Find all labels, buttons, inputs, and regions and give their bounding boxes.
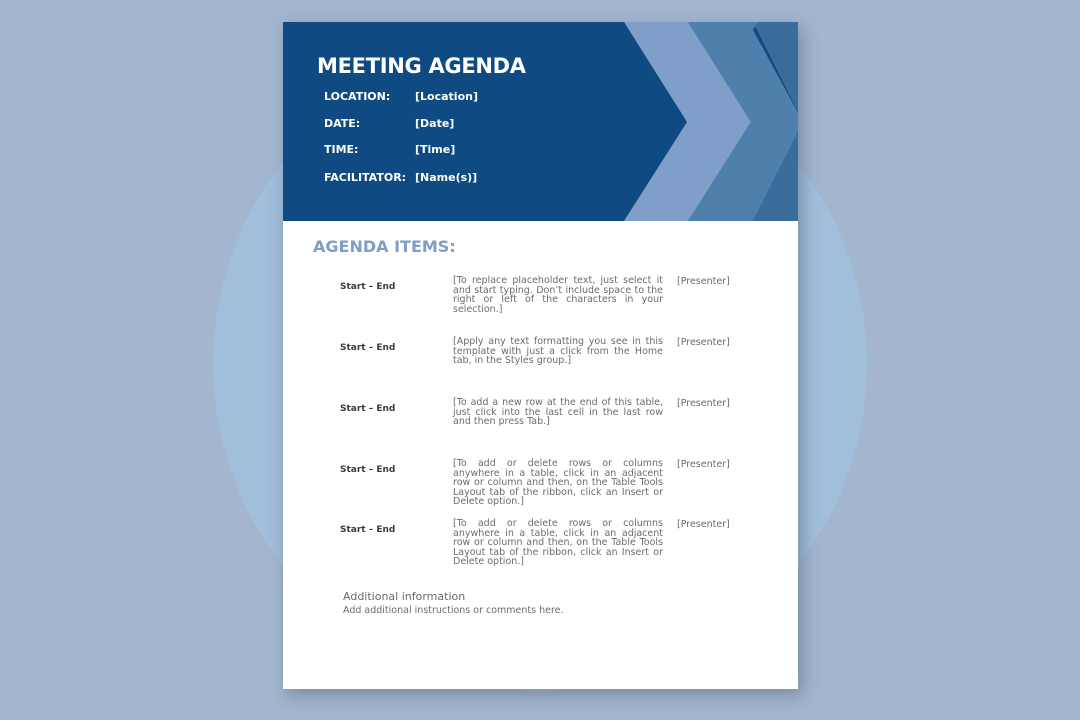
agenda-item-description[interactable]: [To replace placeholder text, just select it and start typing. Don’t include space to the right or left of the characters in your selection.] [453, 275, 663, 315]
meta-label-location: LOCATION: [324, 90, 391, 103]
agenda-item-presenter[interactable]: [Presenter] [677, 459, 730, 470]
agenda-item-description[interactable]: [To add a new row at the end of this table, just click into the last cell in the last row and then press Tab.] [453, 397, 663, 428]
agenda-item-3 [283, 398, 798, 454]
agenda-item-time[interactable]: Start – End [340, 282, 396, 292]
meta-value-time[interactable]: [Time] [415, 143, 456, 156]
agenda-item-time[interactable]: Start – End [340, 525, 396, 535]
additional-information-text[interactable]: Add additional instructions or comments here. [343, 605, 564, 616]
agenda-item-description[interactable]: [Apply any text formatting you see in this template with just a click from the Home tab, in the Styles group.] [453, 336, 663, 367]
agenda-page [283, 22, 798, 689]
agenda-item-presenter[interactable]: [Presenter] [677, 337, 730, 348]
meta-row-facilitator [324, 171, 624, 187]
agenda-item-description[interactable]: [To add or delete rows or columns anywhere in a table, click in an adjacent row or column and then, on the Table Tools Layout tab of the ribbon, click an Insert or Delete option.] [453, 458, 663, 508]
meta-row-time [324, 143, 624, 159]
meta-label-facilitator: FACILITATOR: [324, 171, 407, 184]
agenda-item-time[interactable]: Start – End [340, 465, 396, 475]
agenda-item-time[interactable]: Start – End [340, 404, 396, 414]
document-title: MEETING AGENDA [317, 54, 526, 78]
agenda-items-heading: AGENDA ITEMS: [313, 237, 456, 256]
agenda-item-presenter[interactable]: [Presenter] [677, 398, 730, 409]
meta-row-location [324, 90, 624, 106]
agenda-item-1 [283, 276, 798, 332]
agenda-item-time[interactable]: Start – End [340, 343, 396, 353]
meta-value-facilitator[interactable]: [Name(s)] [415, 171, 478, 184]
additional-information [343, 590, 743, 616]
additional-information-title[interactable]: Additional information [343, 590, 466, 603]
agenda-item-2 [283, 337, 798, 393]
agenda-item-presenter[interactable]: [Presenter] [677, 519, 730, 530]
meta-value-location[interactable]: [Location] [415, 90, 478, 103]
meta-label-time: TIME: [324, 143, 359, 156]
agenda-item-presenter[interactable]: [Presenter] [677, 276, 730, 287]
meta-label-date: DATE: [324, 117, 361, 130]
agenda-item-5 [283, 519, 798, 575]
agenda-item-4 [283, 459, 798, 515]
meta-value-date[interactable]: [Date] [415, 117, 455, 130]
meta-row-date [324, 117, 624, 133]
header-banner [283, 22, 798, 221]
agenda-item-description[interactable]: [To add or delete rows or columns anywhere in a table, click in an adjacent row or column and then, on the Table Tools Layout tab of the ribbon, click an Insert or Delete option.] [453, 518, 663, 568]
